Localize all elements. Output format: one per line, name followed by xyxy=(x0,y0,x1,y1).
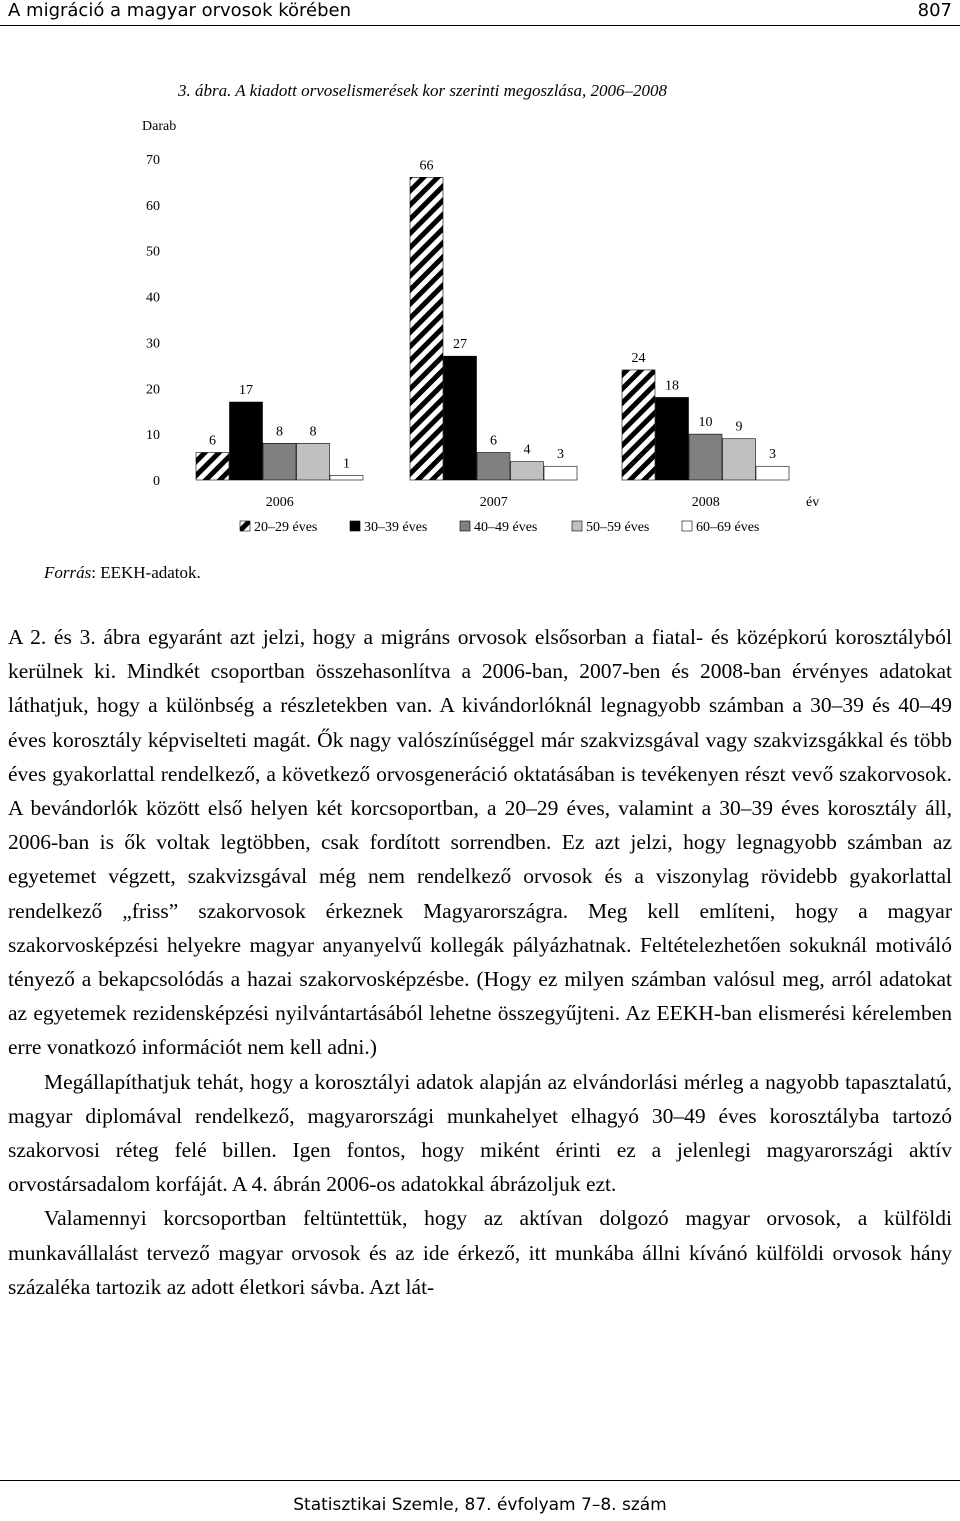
x-axis-categories xyxy=(266,495,720,510)
bar-value-label: 66 xyxy=(419,158,434,174)
bar xyxy=(444,356,477,480)
running-title: A migráció a magyar orvosok körében xyxy=(8,0,352,21)
bar xyxy=(689,434,722,480)
y-axis-label: Darab xyxy=(142,119,177,134)
y-tick-label: 20 xyxy=(146,382,160,398)
bar-value-label: 18 xyxy=(665,378,679,394)
legend-swatch xyxy=(240,521,250,531)
legend-label: 60–69 éves xyxy=(696,520,760,535)
bar xyxy=(723,439,756,480)
bar-value-label: 8 xyxy=(309,424,317,440)
journal-footer: Statisztikai Szemle, 87. évfolyam 7–8. szám xyxy=(293,1495,667,1515)
figure-source xyxy=(44,562,201,584)
legend-label: 30–39 éves xyxy=(364,520,428,535)
paragraph-1: A 2. és 3. ábra egyaránt azt jelzi, hogy a migráns orvosok elsősorban a fiatal- és középkorú korosztályból kerülnek ki. Mindkét csoportban összehasonlítva a 2006-ban, 2007-ben és 2008-ban érvényes adatokat láthatjuk, hogy a különbség a részletekben van. A kivándorlóknál legnagyobb számban a 30–39 és 40–49 éves korosztály képviselteti magát. Ők nagy valószínűséggel már szakvizsgával vagy szakvizsgákkal és több éves gyakorlattal rendelkező, a következő orvosgeneráció oktatásában is tevékenyen részt vevő szakorvosok. A bevándorlók között első helyen két korcsoportban, a 20–29 éves, valamint a 30–39 éves korosztály áll, 2006-ban is ők voltak legtöbben, csak fordított sorrendben. Ez azt jelzi, hogy legnagyobb számban az egyetemet végzett, szakvizsgával még nem rendelkező orvosok és a viszonylag rövidebb gyakorlattal rendelkező „friss” szakorvosok érkeznek Magyarországra. Meg kell említeni, hogy a magyar szakorvosképzési helyekre magyar anyanyelvű kollegák pályázhatnak. Feltételezhetően sokuknál motiváló tényező a bekapcsolódás a hazai szakorvosképzésbe. (Hogy ez milyen számban valósul meg, arról adatokat az egyetemek rezidensképzési nyilvántartásából lehetne összegyűjteni. Az EEKH-ban elismerési kérelemben erre vonatkozó információt nem kell adni.) xyxy=(8,625,952,1060)
bar xyxy=(297,443,330,480)
figure-caption: 3. ábra. A kiadott orvoselismerések kor szerinti megoszlása, 2006–2008 xyxy=(178,81,668,100)
running-header xyxy=(8,0,952,26)
y-tick-label: 0 xyxy=(153,474,160,489)
category-label: 2007 xyxy=(479,495,508,510)
bar xyxy=(263,443,296,480)
legend-swatch xyxy=(460,521,470,531)
bar-value-label: 3 xyxy=(557,447,564,463)
bar xyxy=(410,177,443,480)
bar xyxy=(656,397,689,480)
y-tick-label: 70 xyxy=(146,153,160,168)
bar-value-label: 27 xyxy=(453,337,467,353)
body-text xyxy=(8,620,952,1304)
y-tick-label: 60 xyxy=(146,198,160,214)
bar-value-label: 8 xyxy=(276,424,283,440)
paragraph-2: Megállapíthatjuk tehát, hogy a korosztályi adatok alapján az elvándorlási mérleg a nagyobb tapasztalatú, magyar diplomával rendelkező, magyarországi munkahelyet elhagyó 30–49 éves korosztályba tartozó szakorvosi réteg felé billen. Igen fontos, hogy miként érinti ez a jelenlegi magyarországi aktív orvostársadalom korfáját. A 4. ábrán 2006-os adatokkal ábrázoljuk ezt. xyxy=(8,1069,952,1197)
page-number: 807 xyxy=(917,0,952,21)
y-tick-label: 40 xyxy=(146,290,160,306)
bars xyxy=(196,158,789,480)
source-label: Forrás xyxy=(44,563,92,582)
category-label: 2008 xyxy=(691,495,720,510)
legend-swatch xyxy=(350,521,360,531)
bar-value-label: 17 xyxy=(239,383,253,399)
y-tick-label: 50 xyxy=(146,244,160,260)
bar xyxy=(511,462,544,480)
bar xyxy=(477,452,510,480)
header-rule xyxy=(0,25,960,26)
bar-value-label: 10 xyxy=(698,415,713,431)
bar-value-label: 3 xyxy=(769,447,776,463)
source-text: : EEKH-adatok. xyxy=(91,563,201,582)
bar-value-label: 1 xyxy=(343,456,350,472)
bar xyxy=(196,452,229,480)
bar xyxy=(230,402,263,480)
bar xyxy=(756,466,789,480)
x-axis-label: év xyxy=(806,495,820,510)
bar-value-label: 6 xyxy=(490,433,497,449)
y-tick-label: 30 xyxy=(146,336,160,352)
legend-label: 50–59 éves xyxy=(586,520,650,535)
bar-value-label: 6 xyxy=(209,433,216,449)
figure-3-bar-chart xyxy=(0,60,960,550)
bar xyxy=(622,370,655,480)
legend-swatch xyxy=(682,521,692,531)
legend xyxy=(240,520,759,535)
category-label: 2006 xyxy=(265,495,294,510)
y-axis-ticks xyxy=(146,153,160,489)
bar-value-label: 4 xyxy=(523,442,531,458)
bar xyxy=(544,466,577,480)
legend-label: 20–29 éves xyxy=(254,520,318,535)
legend-swatch xyxy=(572,521,582,531)
legend-label: 40–49 éves xyxy=(474,520,538,535)
paragraph-3: Valamennyi korcsoportban feltüntettük, hogy az aktívan dolgozó magyar orvosok, a külföldi munkavállalást tervező magyar orvosok és az ide érkező, itt munkába állni kívánó külföldi orvosok hány százaléka tartozik az adott életkori sávba. Azt lát- xyxy=(8,1206,952,1299)
footer-rule xyxy=(0,1480,960,1481)
bar-value-label: 9 xyxy=(735,419,743,435)
bar xyxy=(330,475,363,480)
y-tick-label: 10 xyxy=(146,428,160,444)
bar-value-label: 24 xyxy=(631,350,646,366)
